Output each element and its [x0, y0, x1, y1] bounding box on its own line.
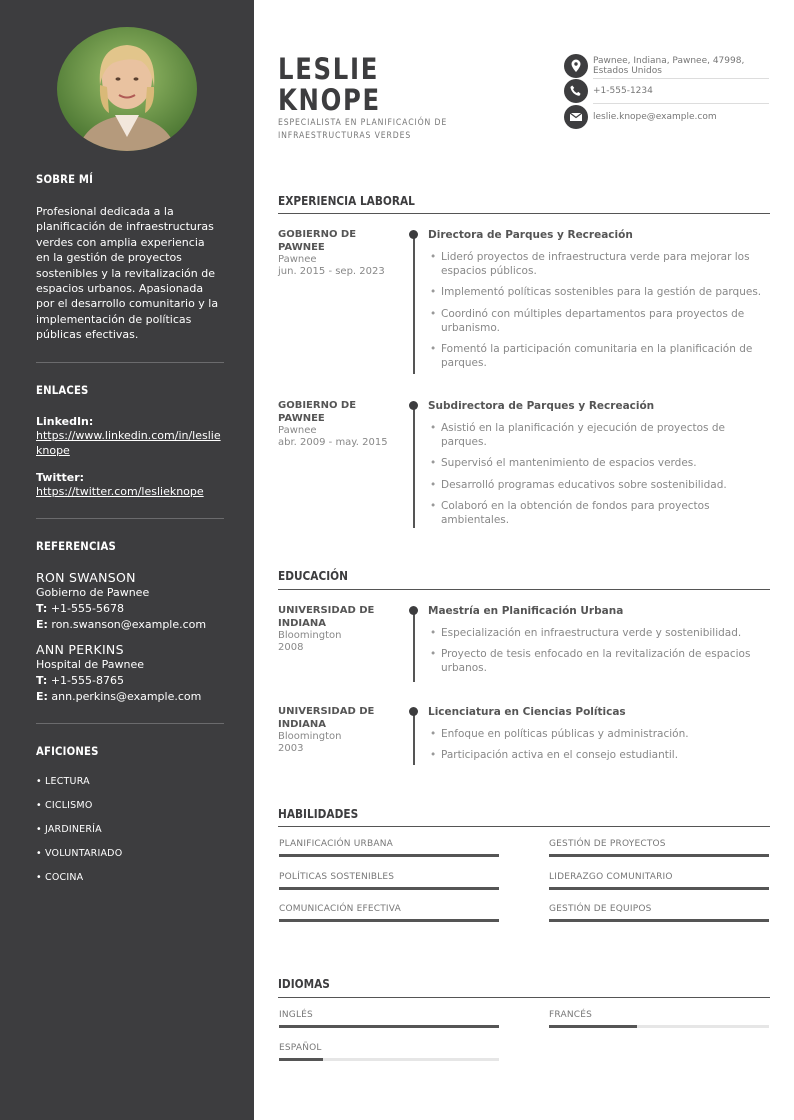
divider: [36, 723, 224, 724]
skill-bar: [549, 854, 769, 857]
section-rule: [278, 826, 770, 827]
degree-bullets: [441, 626, 771, 683]
email-address: leslie.knope@example.com: [593, 112, 717, 122]
about-heading: SOBRE MÍ: [36, 172, 94, 186]
degree-title: Maestría en Planificación Urbana: [428, 605, 624, 617]
language-bar: [279, 1058, 499, 1061]
timeline-line: [413, 711, 415, 765]
references-heading: REFERENCIAS: [36, 539, 116, 553]
timeline-dot: [409, 401, 418, 410]
section-rule: [278, 589, 770, 590]
school: UNIVERSIDAD DE INDIANA: [278, 706, 375, 730]
address-line-2: Estados Unidos: [593, 66, 662, 76]
skill-bar: [279, 887, 499, 890]
skill-bar: [549, 919, 769, 922]
reference-item: [36, 570, 221, 633]
hobby-item: • JARDINERÍA: [36, 824, 102, 835]
section-rule: [278, 213, 770, 214]
job-title: Directora de Parques y Recreación: [428, 229, 633, 241]
link-linkedin: [36, 414, 221, 458]
language-bar-fill: [279, 1025, 499, 1028]
degree-bullets: [441, 727, 771, 769]
timeline-line: [413, 234, 415, 374]
job-dates: abr. 2009 - may. 2015: [278, 437, 388, 448]
languages-heading: IDIOMAS: [278, 977, 330, 991]
list-item: • Enfoque en políticas públicas y administración.: [441, 727, 771, 741]
list-item: • Supervisó el mantenimiento de espacios verdes.: [441, 456, 771, 470]
school-location: Bloomington: [278, 731, 342, 742]
list-item: • Colaboró en la obtención de fondos para proyectos ambientales.: [441, 499, 771, 527]
section-rule: [278, 997, 770, 998]
language-bar: [279, 1025, 499, 1028]
skill-label: COMUNICACIÓN EFECTIVA: [279, 904, 401, 914]
skill-bar-fill: [279, 854, 499, 857]
email-label: E:: [36, 618, 48, 632]
phone-number: +1-555-1234: [593, 86, 653, 96]
list-item: • Proyecto de tesis enfocado en la revitalización de espacios urbanos.: [441, 647, 771, 675]
list-item: • Lideró proyectos de infraestructura verde para mejorar los espacios públicos.: [441, 250, 771, 278]
skill-label: POLÍTICAS SOSTENIBLES: [279, 871, 395, 882]
skill-label: PLANIFICACIÓN URBANA: [279, 839, 393, 849]
reference-item: [36, 642, 221, 705]
timeline-dot: [409, 707, 418, 716]
list-item: • Coordinó con múltiples departamentos para proyectos de urbanismo.: [441, 307, 771, 335]
language-label: FRANCÉS: [549, 1010, 593, 1020]
job-role: ESPECIALISTA EN PLANIFICACIÓN DE INFRAESTRUCTURAS VERDES: [278, 118, 448, 141]
reference-org: Hospital de Pawnee: [36, 658, 145, 672]
sidebar: [0, 0, 254, 1120]
timeline-line: [413, 405, 415, 528]
school-dates: 2003: [278, 743, 304, 754]
list-item: • Implementó políticas sostenibles para la gestión de parques.: [441, 285, 771, 299]
hobby-item: • LECTURA: [36, 776, 90, 787]
reference-email: ron.swanson@example.com: [51, 618, 207, 632]
skill-bar-fill: [279, 919, 499, 922]
hobby-item: • COCINA: [36, 872, 84, 883]
links-heading: ENLACES: [36, 383, 89, 397]
job-title: Subdirectora de Parques y Recreación: [428, 400, 655, 412]
school-dates: 2008: [278, 642, 304, 653]
list-item: • Asistió en la planificación y ejecución de proyectos de parques.: [441, 421, 771, 449]
language-bar-fill: [279, 1058, 323, 1061]
list-item: • Desarrolló programas educativos sobre sostenibilidad.: [441, 478, 771, 492]
divider: [36, 518, 224, 519]
divider: [593, 103, 769, 104]
skill-bar-fill: [549, 854, 769, 857]
mail-icon: [564, 105, 588, 129]
employer: GOBIERNO DE PAWNEE: [278, 229, 357, 253]
link-label: LinkedIn:: [36, 415, 94, 428]
divider: [593, 78, 769, 79]
hobbies-heading: AFICIONES: [36, 744, 99, 758]
hobby-item: • CICLISMO: [36, 800, 93, 811]
first-name: LESLIE: [278, 52, 380, 86]
link-label: Twitter:: [36, 471, 85, 484]
skill-label: GESTIÓN DE EQUIPOS: [549, 904, 652, 914]
twitter-link[interactable]: https://twitter.com/leslieknope: [36, 485, 204, 499]
language-bar: [549, 1025, 769, 1028]
school-location: Bloomington: [278, 630, 342, 641]
phone-label: T:: [36, 674, 48, 688]
skill-label: LIDERAZGO COMUNITARIO: [549, 871, 673, 882]
location-icon: [564, 54, 588, 78]
job-bullets: [441, 250, 771, 377]
email-label: E:: [36, 690, 48, 704]
education-heading: EDUCACIÓN: [278, 569, 348, 583]
skill-bar-fill: [549, 887, 769, 890]
language-label: ESPAÑOL: [279, 1042, 322, 1053]
skill-bar-fill: [279, 887, 499, 890]
degree-title: Licenciatura en Ciencias Políticas: [428, 706, 626, 718]
reference-org: Gobierno de Pawnee: [36, 586, 150, 600]
job-bullets: [441, 421, 771, 534]
skill-label: GESTIÓN DE PROYECTOS: [549, 839, 666, 849]
reference-phone: +1-555-8765: [50, 674, 124, 688]
address-line-1: Pawnee, Indiana, Pawnee, 47998,: [593, 56, 745, 66]
phone-label: T:: [36, 602, 48, 616]
timeline-line: [413, 610, 415, 682]
timeline-dot: [409, 606, 418, 615]
reference-name: RON SWANSON: [36, 570, 136, 585]
reference-name: ANN PERKINS: [36, 642, 124, 657]
experience-heading: EXPERIENCIA LABORAL: [278, 194, 415, 208]
list-item: • Especialización en infraestructura verde y sostenibilidad.: [441, 626, 771, 640]
about-text: Profesional dedicada a la planificación de infraestructuras verdes con amplia experiencia en la gestión de proyectos sostenibles y la revitalización de espacios urbanos. Apasionada por el desarrollo comunitario y la implementación de políticas públicas efectivas.: [36, 205, 219, 342]
skill-bar: [549, 887, 769, 890]
list-item: • Participación activa en el consejo estudiantil.: [441, 748, 771, 762]
phone-icon: [564, 79, 588, 103]
skill-bar: [279, 854, 499, 857]
linkedin-link[interactable]: https://www.linkedin.com/in/leslieknope: [36, 429, 221, 457]
last-name: KNOPE: [278, 83, 381, 117]
reference-phone: +1-555-5678: [50, 602, 124, 616]
link-twitter: [36, 470, 221, 500]
hobby-item: • VOLUNTARIADO: [36, 848, 123, 859]
skill-bar: [279, 919, 499, 922]
skills-heading: HABILIDADES: [278, 807, 359, 821]
job-location: Pawnee: [278, 254, 317, 265]
reference-email: ann.perkins@example.com: [51, 690, 202, 704]
timeline-dot: [409, 230, 418, 239]
list-item: • Fomentó la participación comunitaria en la planificación de parques.: [441, 342, 771, 370]
skill-bar-fill: [549, 919, 769, 922]
profile-photo: [57, 27, 197, 151]
language-bar-fill: [549, 1025, 637, 1028]
employer: GOBIERNO DE PAWNEE: [278, 400, 357, 424]
language-label: INGLÉS: [279, 1010, 313, 1020]
job-location: Pawnee: [278, 425, 317, 436]
school: UNIVERSIDAD DE INDIANA: [278, 605, 375, 629]
job-dates: jun. 2015 - sep. 2023: [278, 266, 385, 277]
divider: [36, 362, 224, 363]
